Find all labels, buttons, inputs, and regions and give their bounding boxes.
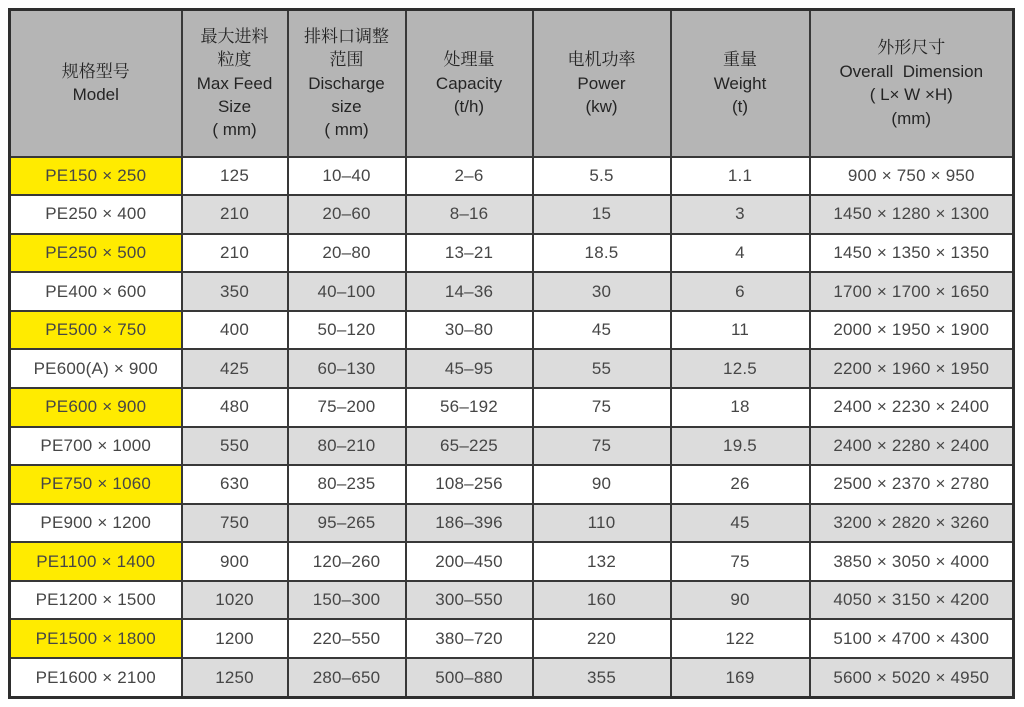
value-cell: 15 — [533, 195, 671, 234]
value-cell: 40–100 — [288, 272, 406, 311]
value-cell: 14–36 — [406, 272, 533, 311]
value-cell: 5600 × 5020 × 4950 — [810, 658, 1014, 697]
value-cell: 2–6 — [406, 157, 533, 196]
col-header-power: 电机功率 Power (kw) — [533, 10, 671, 157]
model-cell: PE600(A) × 900 — [10, 349, 182, 388]
value-cell: 1.1 — [671, 157, 810, 196]
value-cell: 80–210 — [288, 427, 406, 466]
value-cell: 5.5 — [533, 157, 671, 196]
model-cell: PE1200 × 1500 — [10, 581, 182, 620]
value-cell: 425 — [182, 349, 288, 388]
value-cell: 210 — [182, 195, 288, 234]
col-header-weight: 重量 Weight (t) — [671, 10, 810, 157]
table-row — [10, 195, 1014, 234]
table-row — [10, 272, 1014, 311]
value-cell: 355 — [533, 658, 671, 697]
table-row — [10, 311, 1014, 350]
value-cell: 75 — [671, 542, 810, 581]
value-cell: 2400 × 2230 × 2400 — [810, 388, 1014, 427]
value-cell: 50–120 — [288, 311, 406, 350]
value-cell: 500–880 — [406, 658, 533, 697]
model-cell: PE1500 × 1800 — [10, 619, 182, 658]
value-cell: 5100 × 4700 × 4300 — [810, 619, 1014, 658]
value-cell: 30 — [533, 272, 671, 311]
model-cell: PE250 × 500 — [10, 234, 182, 273]
value-cell: 3850 × 3050 × 4000 — [810, 542, 1014, 581]
value-cell: 900 × 750 × 950 — [810, 157, 1014, 196]
table-row — [10, 388, 1014, 427]
value-cell: 56–192 — [406, 388, 533, 427]
table-row — [10, 427, 1014, 466]
table-row — [10, 157, 1014, 196]
value-cell: 45 — [671, 504, 810, 543]
model-cell: PE900 × 1200 — [10, 504, 182, 543]
value-cell: 20–80 — [288, 234, 406, 273]
value-cell: 186–396 — [406, 504, 533, 543]
value-cell: 150–300 — [288, 581, 406, 620]
value-cell: 19.5 — [671, 427, 810, 466]
model-cell: PE500 × 750 — [10, 311, 182, 350]
value-cell: 380–720 — [406, 619, 533, 658]
value-cell: 110 — [533, 504, 671, 543]
value-cell: 80–235 — [288, 465, 406, 504]
value-cell: 2400 × 2280 × 2400 — [810, 427, 1014, 466]
col-header-model: 规格型号 Model — [10, 10, 182, 157]
value-cell: 125 — [182, 157, 288, 196]
value-cell: 26 — [671, 465, 810, 504]
value-cell: 6 — [671, 272, 810, 311]
value-cell: 169 — [671, 658, 810, 697]
value-cell: 2500 × 2370 × 2780 — [810, 465, 1014, 504]
value-cell: 60–130 — [288, 349, 406, 388]
table-row — [10, 234, 1014, 273]
value-cell: 45–95 — [406, 349, 533, 388]
value-cell: 75 — [533, 388, 671, 427]
value-cell: 280–650 — [288, 658, 406, 697]
model-cell: PE600 × 900 — [10, 388, 182, 427]
header-row — [10, 10, 1014, 157]
value-cell: 18 — [671, 388, 810, 427]
table-row — [10, 542, 1014, 581]
value-cell: 95–265 — [288, 504, 406, 543]
model-cell: PE400 × 600 — [10, 272, 182, 311]
value-cell: 1450 × 1350 × 1350 — [810, 234, 1014, 273]
value-cell: 122 — [671, 619, 810, 658]
value-cell: 160 — [533, 581, 671, 620]
value-cell: 75 — [533, 427, 671, 466]
value-cell: 75–200 — [288, 388, 406, 427]
value-cell: 10–40 — [288, 157, 406, 196]
value-cell: 132 — [533, 542, 671, 581]
value-cell: 480 — [182, 388, 288, 427]
col-header-discharge-size: 排料口调整 范围 Discharge size ( mm) — [288, 10, 406, 157]
value-cell: 900 — [182, 542, 288, 581]
value-cell: 220–550 — [288, 619, 406, 658]
table-row — [10, 658, 1014, 697]
model-cell: PE1100 × 1400 — [10, 542, 182, 581]
value-cell: 2200 × 1960 × 1950 — [810, 349, 1014, 388]
model-cell: PE150 × 250 — [10, 157, 182, 196]
value-cell: 2000 × 1950 × 1900 — [810, 311, 1014, 350]
value-cell: 4050 × 3150 × 4200 — [810, 581, 1014, 620]
col-header-capacity: 处理量 Capacity (t/h) — [406, 10, 533, 157]
value-cell: 1200 — [182, 619, 288, 658]
value-cell: 13–21 — [406, 234, 533, 273]
value-cell: 4 — [671, 234, 810, 273]
value-cell: 550 — [182, 427, 288, 466]
spec-table-body — [10, 157, 1014, 698]
value-cell: 55 — [533, 349, 671, 388]
value-cell: 220 — [533, 619, 671, 658]
spec-table — [8, 8, 1015, 699]
table-row — [10, 349, 1014, 388]
value-cell: 18.5 — [533, 234, 671, 273]
value-cell: 630 — [182, 465, 288, 504]
value-cell: 1020 — [182, 581, 288, 620]
model-cell: PE700 × 1000 — [10, 427, 182, 466]
value-cell: 108–256 — [406, 465, 533, 504]
col-header-max-feed-size: 最大进料 粒度 Max Feed Size ( mm) — [182, 10, 288, 157]
value-cell: 90 — [533, 465, 671, 504]
value-cell: 11 — [671, 311, 810, 350]
value-cell: 400 — [182, 311, 288, 350]
value-cell: 120–260 — [288, 542, 406, 581]
value-cell: 30–80 — [406, 311, 533, 350]
value-cell: 350 — [182, 272, 288, 311]
table-row — [10, 581, 1014, 620]
value-cell: 210 — [182, 234, 288, 273]
value-cell: 1450 × 1280 × 1300 — [810, 195, 1014, 234]
value-cell: 300–550 — [406, 581, 533, 620]
value-cell: 65–225 — [406, 427, 533, 466]
model-cell: PE750 × 1060 — [10, 465, 182, 504]
value-cell: 1250 — [182, 658, 288, 697]
value-cell: 200–450 — [406, 542, 533, 581]
value-cell: 8–16 — [406, 195, 533, 234]
value-cell: 90 — [671, 581, 810, 620]
col-header-overall-dimension: 外形尺寸 Overall Dimension ( L× W ×H) (mm) — [810, 10, 1014, 157]
spec-table-header — [10, 10, 1014, 157]
value-cell: 1700 × 1700 × 1650 — [810, 272, 1014, 311]
value-cell: 12.5 — [671, 349, 810, 388]
value-cell: 750 — [182, 504, 288, 543]
model-cell: PE1600 × 2100 — [10, 658, 182, 697]
value-cell: 3200 × 2820 × 3260 — [810, 504, 1014, 543]
table-row — [10, 465, 1014, 504]
model-cell: PE250 × 400 — [10, 195, 182, 234]
table-row — [10, 504, 1014, 543]
value-cell: 3 — [671, 195, 810, 234]
value-cell: 45 — [533, 311, 671, 350]
value-cell: 20–60 — [288, 195, 406, 234]
table-row — [10, 619, 1014, 658]
